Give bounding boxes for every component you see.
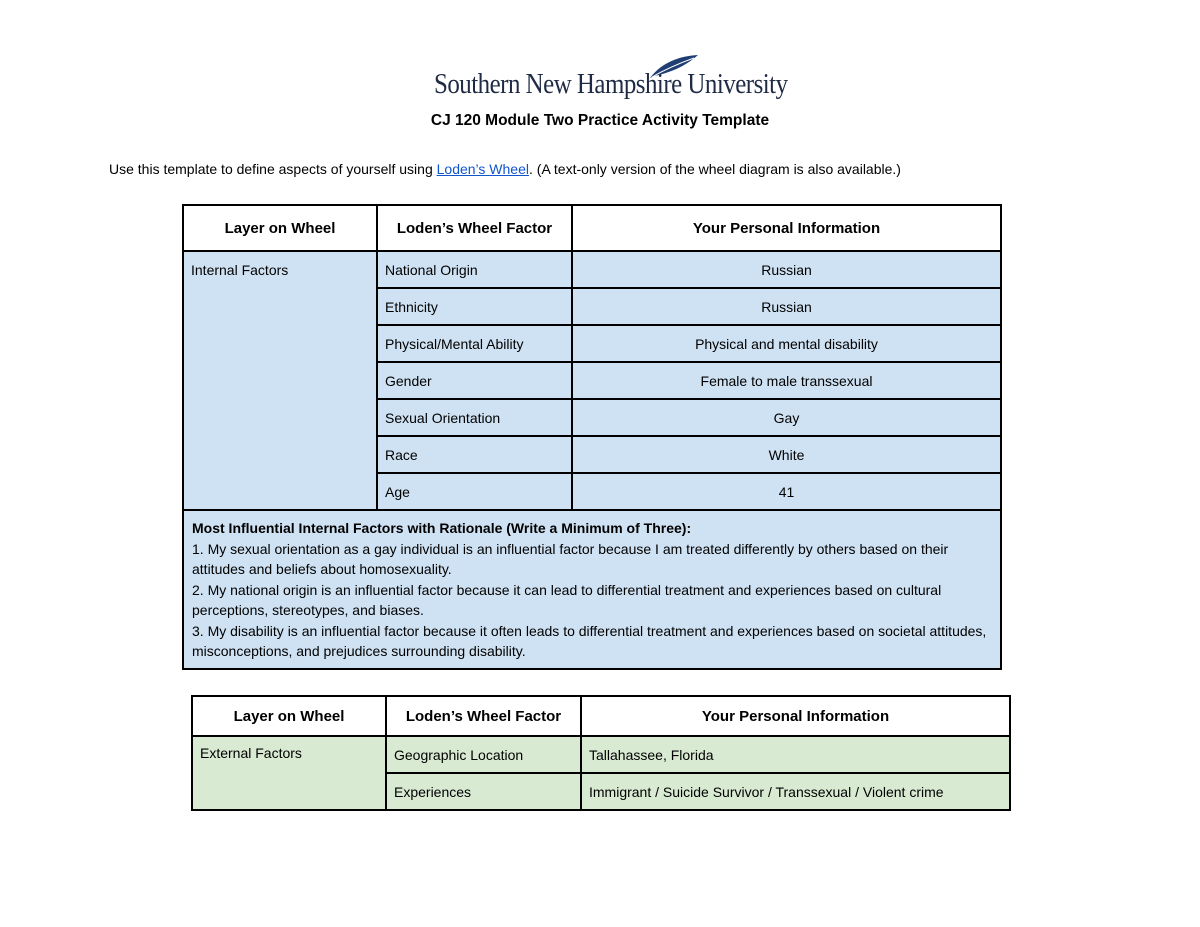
value-cell[interactable]: White <box>572 436 1001 473</box>
header-factor: Loden’s Wheel Factor <box>377 205 572 251</box>
value-cell[interactable]: Immigrant / Suicide Survivor / Transsexual / Violent crime <box>581 773 1010 810</box>
value-cell[interactable]: Gay <box>572 399 1001 436</box>
intro-text <box>109 161 901 177</box>
value-cell[interactable]: Tallahassee, Florida <box>581 736 1010 773</box>
factor-cell: Physical/Mental Ability <box>377 325 572 362</box>
layer-cell-external: External Factors <box>192 736 386 810</box>
rationale-item: 1. My sexual orientation as a gay individual is an influential factor because I am treated differently by others based on their attitudes and beliefs about homosexuality. <box>192 540 949 577</box>
leaf-icon <box>644 54 702 80</box>
value-cell[interactable]: 41 <box>572 473 1001 510</box>
table-header-row <box>183 205 1001 251</box>
intro-before-link: Use this template to define aspects of yourself using <box>109 161 437 177</box>
value-cell[interactable]: Russian <box>572 288 1001 325</box>
factor-cell: Geographic Location <box>386 736 581 773</box>
table-row <box>183 251 1001 288</box>
header-factor: Loden’s Wheel Factor <box>386 696 581 736</box>
factor-cell: National Origin <box>377 251 572 288</box>
header-layer: Layer on Wheel <box>183 205 377 251</box>
value-cell[interactable]: Russian <box>572 251 1001 288</box>
rationale-heading: Most Influential Internal Factors with Rationale (Write a Minimum of Three): <box>192 520 692 536</box>
intro-after-link: . (A text-only version of the wheel diagram is also available.) <box>529 161 901 177</box>
value-cell[interactable]: Female to male transsexual <box>572 362 1001 399</box>
value-cell[interactable]: Physical and mental disability <box>572 325 1001 362</box>
document-title: CJ 120 Module Two Practice Activity Template <box>430 112 770 129</box>
table-header-row <box>192 696 1010 736</box>
rationale-item: 2. My national origin is an influential factor because it can lead to differential treatment and experiences based on cultural perceptions, stereotypes, and biases. <box>192 581 942 618</box>
table-row <box>192 736 1010 773</box>
factor-cell: Experiences <box>386 773 581 810</box>
rationale-cell[interactable] <box>183 510 1001 669</box>
header-layer: Layer on Wheel <box>192 696 386 736</box>
summary-row <box>183 510 1001 669</box>
factor-cell: Sexual Orientation <box>377 399 572 436</box>
layer-cell-internal: Internal Factors <box>183 251 377 510</box>
university-logo-text: Southern New Hampshire University <box>434 68 788 100</box>
factor-cell: Gender <box>377 362 572 399</box>
rationale-item: 3. My disability is an influential factor because it often leads to differential treatment and experiences based on societal attitudes, misconceptions, and prejudices surrounding disability. <box>192 622 987 659</box>
lodens-wheel-link[interactable]: Loden’s Wheel <box>436 161 529 177</box>
factor-cell: Race <box>377 436 572 473</box>
internal-factors-table <box>182 204 1002 670</box>
factor-cell: Ethnicity <box>377 288 572 325</box>
header-personal-info: Your Personal Information <box>581 696 1010 736</box>
external-factors-table <box>191 695 1011 811</box>
header-personal-info: Your Personal Information <box>572 205 1001 251</box>
university-logo <box>430 54 788 104</box>
factor-cell: Age <box>377 473 572 510</box>
